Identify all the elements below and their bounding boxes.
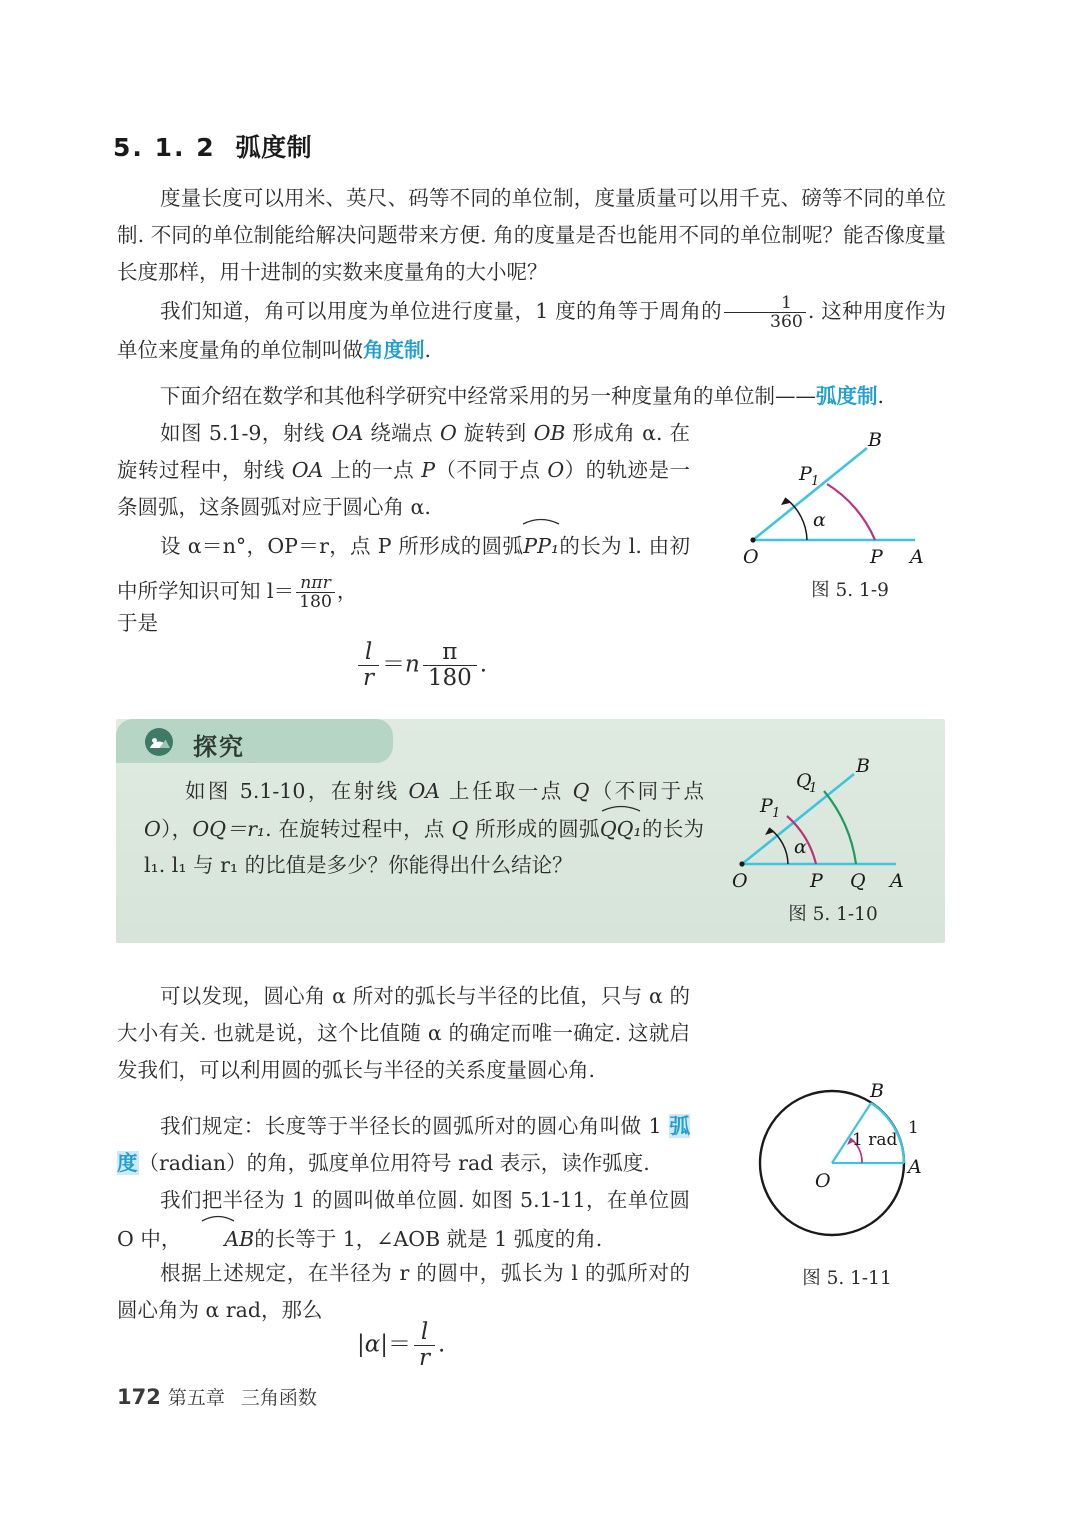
- formula1-n: n: [405, 651, 420, 678]
- point-o-dot: [739, 861, 744, 866]
- figure-5-1-11-svg: [730, 1075, 970, 1250]
- p5-c: ，: [336, 579, 358, 603]
- figure-5-1-11-caption: 图 5. 1-11: [802, 1268, 892, 1289]
- p4-c: 旋转到: [456, 421, 534, 445]
- inq-g: 的长为 l₁. l₁ 与 r₁ 的比值是多少？你能得出什么结论？: [144, 817, 705, 877]
- section-number: 5. 1. 2: [113, 133, 216, 162]
- inquiry-label: 探究: [193, 733, 245, 761]
- formula2-rhs-den: r: [414, 1345, 435, 1371]
- label-b: B: [868, 430, 882, 451]
- inq-q: Q: [572, 779, 590, 803]
- formula-alpha-abs: [357, 1320, 445, 1372]
- math-o-1: O: [440, 421, 457, 445]
- paragraph-arc-length: [117, 522, 690, 614]
- label-b: B: [870, 1080, 884, 1102]
- p5-a: 设 α＝n°，OP＝r，点 P 所形成的圆弧: [160, 534, 524, 558]
- paragraph-unit-circle: [117, 1182, 690, 1258]
- figure-5-1-11: [730, 1075, 970, 1290]
- math-o-2: O: [547, 458, 565, 482]
- inquiry-text: [144, 773, 704, 883]
- inq-oa: OA: [408, 779, 441, 803]
- p2-text-c: .: [424, 337, 432, 362]
- figure-5-1-10: [728, 754, 938, 926]
- p9-b: 的长等于 1，∠AOB 就是 1 弧度的角.: [254, 1227, 603, 1251]
- formula2-period: .: [438, 1331, 446, 1358]
- formula1-rhs-num: π: [442, 639, 458, 665]
- fraction-numerator: 1: [780, 293, 792, 314]
- formula1-equals: ＝: [382, 651, 405, 678]
- formula1-lhs-den: r: [358, 665, 379, 691]
- arc-over-icon: [200, 1214, 236, 1222]
- figure-5-1-9-caption: 图 5. 1-9: [811, 580, 889, 601]
- inq-e: . 在旋转过程中，点: [265, 817, 452, 841]
- footer-chapter-title: 三角函数: [240, 1387, 317, 1409]
- arc-p-p1: [827, 484, 875, 540]
- p4-a: 如图 5.1-9，射线: [160, 421, 332, 445]
- formula1-lhs-num: l: [364, 639, 373, 665]
- label-p: P: [870, 546, 883, 568]
- paragraph-radian-intro: [117, 378, 946, 415]
- math-ob-1: OB: [533, 421, 566, 445]
- arc-notation-pp1: [523, 522, 559, 569]
- section-heading: [113, 128, 312, 164]
- label-1-rad: 1 rad: [852, 1130, 898, 1150]
- label-p1: P: [799, 463, 812, 485]
- ray-ob: [753, 448, 867, 540]
- term-degree-system: 角度制: [363, 337, 425, 362]
- arc-q-q1: [824, 791, 856, 864]
- label-o: O: [732, 870, 748, 892]
- inq-c: （不同于点: [589, 779, 704, 803]
- arc-notation-qq1: [600, 809, 642, 847]
- label-q1: Q: [796, 770, 812, 792]
- label-p1: P: [760, 795, 773, 817]
- p4-g: ）的轨迹是一条圆弧，这条圆弧对应于圆心角 α.: [117, 458, 690, 519]
- formula1-period: .: [479, 651, 488, 678]
- arc-over-icon: [521, 517, 561, 525]
- label-q1-sub: 1: [809, 781, 818, 796]
- label-a: A: [910, 546, 924, 568]
- footer-chapter: 第五章: [167, 1387, 225, 1409]
- arc-over-icon: [600, 804, 642, 812]
- math-p-1: P: [421, 458, 436, 482]
- p4-b: 绕端点: [363, 421, 441, 445]
- p3-text-b: .: [877, 384, 885, 408]
- p3-text-a: 下面介绍在数学和其他科学研究中经常采用的另一种度量角的单位制——: [160, 384, 817, 408]
- fraction-denominator: 360: [724, 312, 806, 331]
- label-alpha: α: [813, 509, 826, 531]
- term-radian-system: 弧度制: [816, 384, 878, 408]
- formula2-rhs-fraction: [414, 1320, 435, 1372]
- label-p: P: [810, 870, 823, 892]
- p8-a: 我们规定：长度等于半径长的圆弧所对的圆心角叫做 1: [160, 1114, 669, 1138]
- math-oa-1: OA: [331, 421, 364, 445]
- label-p1-sub: 1: [772, 806, 781, 821]
- fraction-denominator: 180: [296, 592, 335, 611]
- arc-label-pp1: PP₁: [523, 534, 560, 558]
- paragraph-rotation: [117, 415, 690, 526]
- paragraph-radian-definition: [117, 1108, 690, 1182]
- formula1-rhs-fraction: [423, 640, 477, 692]
- p5-b: 的长为 l. 由初中所学知识可知 l＝: [117, 534, 690, 603]
- inq-a: 如图 5.1-10，在射线: [185, 779, 409, 803]
- figure-5-1-9: [735, 430, 965, 602]
- inq-d: ），: [160, 817, 193, 841]
- paragraph-intro: 度量长度可以用米、英尺、码等不同的单位制，度量质量可以用千克、磅等不同的单位制. 不同的单位制能给解决问题带来方便. 角的度量是否也能用不同的单位制呢？能否像度量长度那样，用十进制的实数来度量角的大小呢？: [117, 186, 946, 284]
- point-o-dot: [750, 537, 755, 542]
- label-a: A: [890, 870, 904, 892]
- inquiry-tab: [116, 719, 393, 763]
- p4-e: 上的一点: [323, 458, 422, 482]
- section-title: 弧度制: [235, 133, 313, 162]
- math-oa-2: OA: [291, 458, 324, 482]
- paragraph-degree-measure: [117, 293, 946, 369]
- p2-text-b: . 这种用度作为单位来度量角的单位制叫做: [117, 299, 946, 362]
- label-alpha: α: [794, 836, 807, 858]
- figure-5-1-10-svg: [728, 754, 938, 894]
- formula2-lhs: |α|: [357, 1331, 389, 1358]
- inq-oq: OQ＝r₁: [192, 817, 266, 841]
- formula-l-over-r: [355, 640, 487, 692]
- formula2-rhs-num: l: [420, 1319, 429, 1345]
- inq-q2: Q: [451, 817, 469, 841]
- formula1-lhs-fraction: [358, 640, 379, 692]
- arc-label-qq1: QQ₁: [599, 817, 642, 841]
- label-a: A: [908, 1156, 922, 1178]
- p9-a: 我们把半径为 1 的圆叫做单位圆. 如图 5.1-11，在单位圆 O 中，: [117, 1188, 690, 1251]
- p4-d: 形成角 α. 在旋转过程中，射线: [117, 421, 690, 482]
- term-radian: 弧度: [117, 1114, 690, 1175]
- page-footer: [117, 1383, 317, 1410]
- angle-arrowhead: [765, 828, 774, 835]
- label-o: O: [815, 1170, 831, 1192]
- inquiry-circle-icon: [144, 727, 174, 757]
- inq-f: 所形成的圆弧: [468, 817, 600, 841]
- inquiry-box: [116, 719, 945, 943]
- label-b: B: [856, 755, 870, 777]
- fraction-numerator: nπr: [300, 573, 331, 594]
- inq-o: O: [144, 817, 161, 841]
- formula1-rhs-den: 180: [423, 665, 477, 691]
- arc-notation-ab: [181, 1219, 254, 1258]
- label-p1-sub: 1: [811, 474, 820, 489]
- figure-5-1-9-svg: [735, 430, 965, 570]
- p4-f: （不同于点: [435, 458, 548, 482]
- fraction-one-over-360: [724, 294, 806, 331]
- figure-5-1-10-caption: 图 5. 1-10: [788, 904, 878, 925]
- label-o: O: [743, 546, 759, 568]
- paragraph-therefore: 于是: [117, 611, 158, 635]
- label-arc-length: 1: [908, 1118, 919, 1138]
- p8-b: （radian）的角，弧度单位用符号 rad 表示，读作弧度.: [138, 1151, 650, 1175]
- inq-b: 上任取一点: [440, 779, 573, 803]
- paragraph-general-radius: 根据上述规定，在半径为 r 的圆中，弧长为 l 的弧所对的圆心角为 α rad，那么: [117, 1261, 690, 1322]
- formula2-equals: ＝: [388, 1331, 412, 1358]
- paragraph-ratio-conclusion: 可以发现，圆心角 α 所对的弧长与半径的比值，只与 α 的大小有关. 也就是说，这个比值随 α 的确定而唯一确定. 这就启发我们，可以利用圆的弧长与半径的关系度量圆心角.: [117, 984, 690, 1082]
- arc-label-ab: AB: [224, 1227, 255, 1251]
- footer-page-number: 172: [117, 1385, 161, 1409]
- p2-text-a: 我们知道，角可以用度为单位进行度量，1 度的角等于周角的: [160, 299, 722, 323]
- label-q: Q: [850, 870, 866, 892]
